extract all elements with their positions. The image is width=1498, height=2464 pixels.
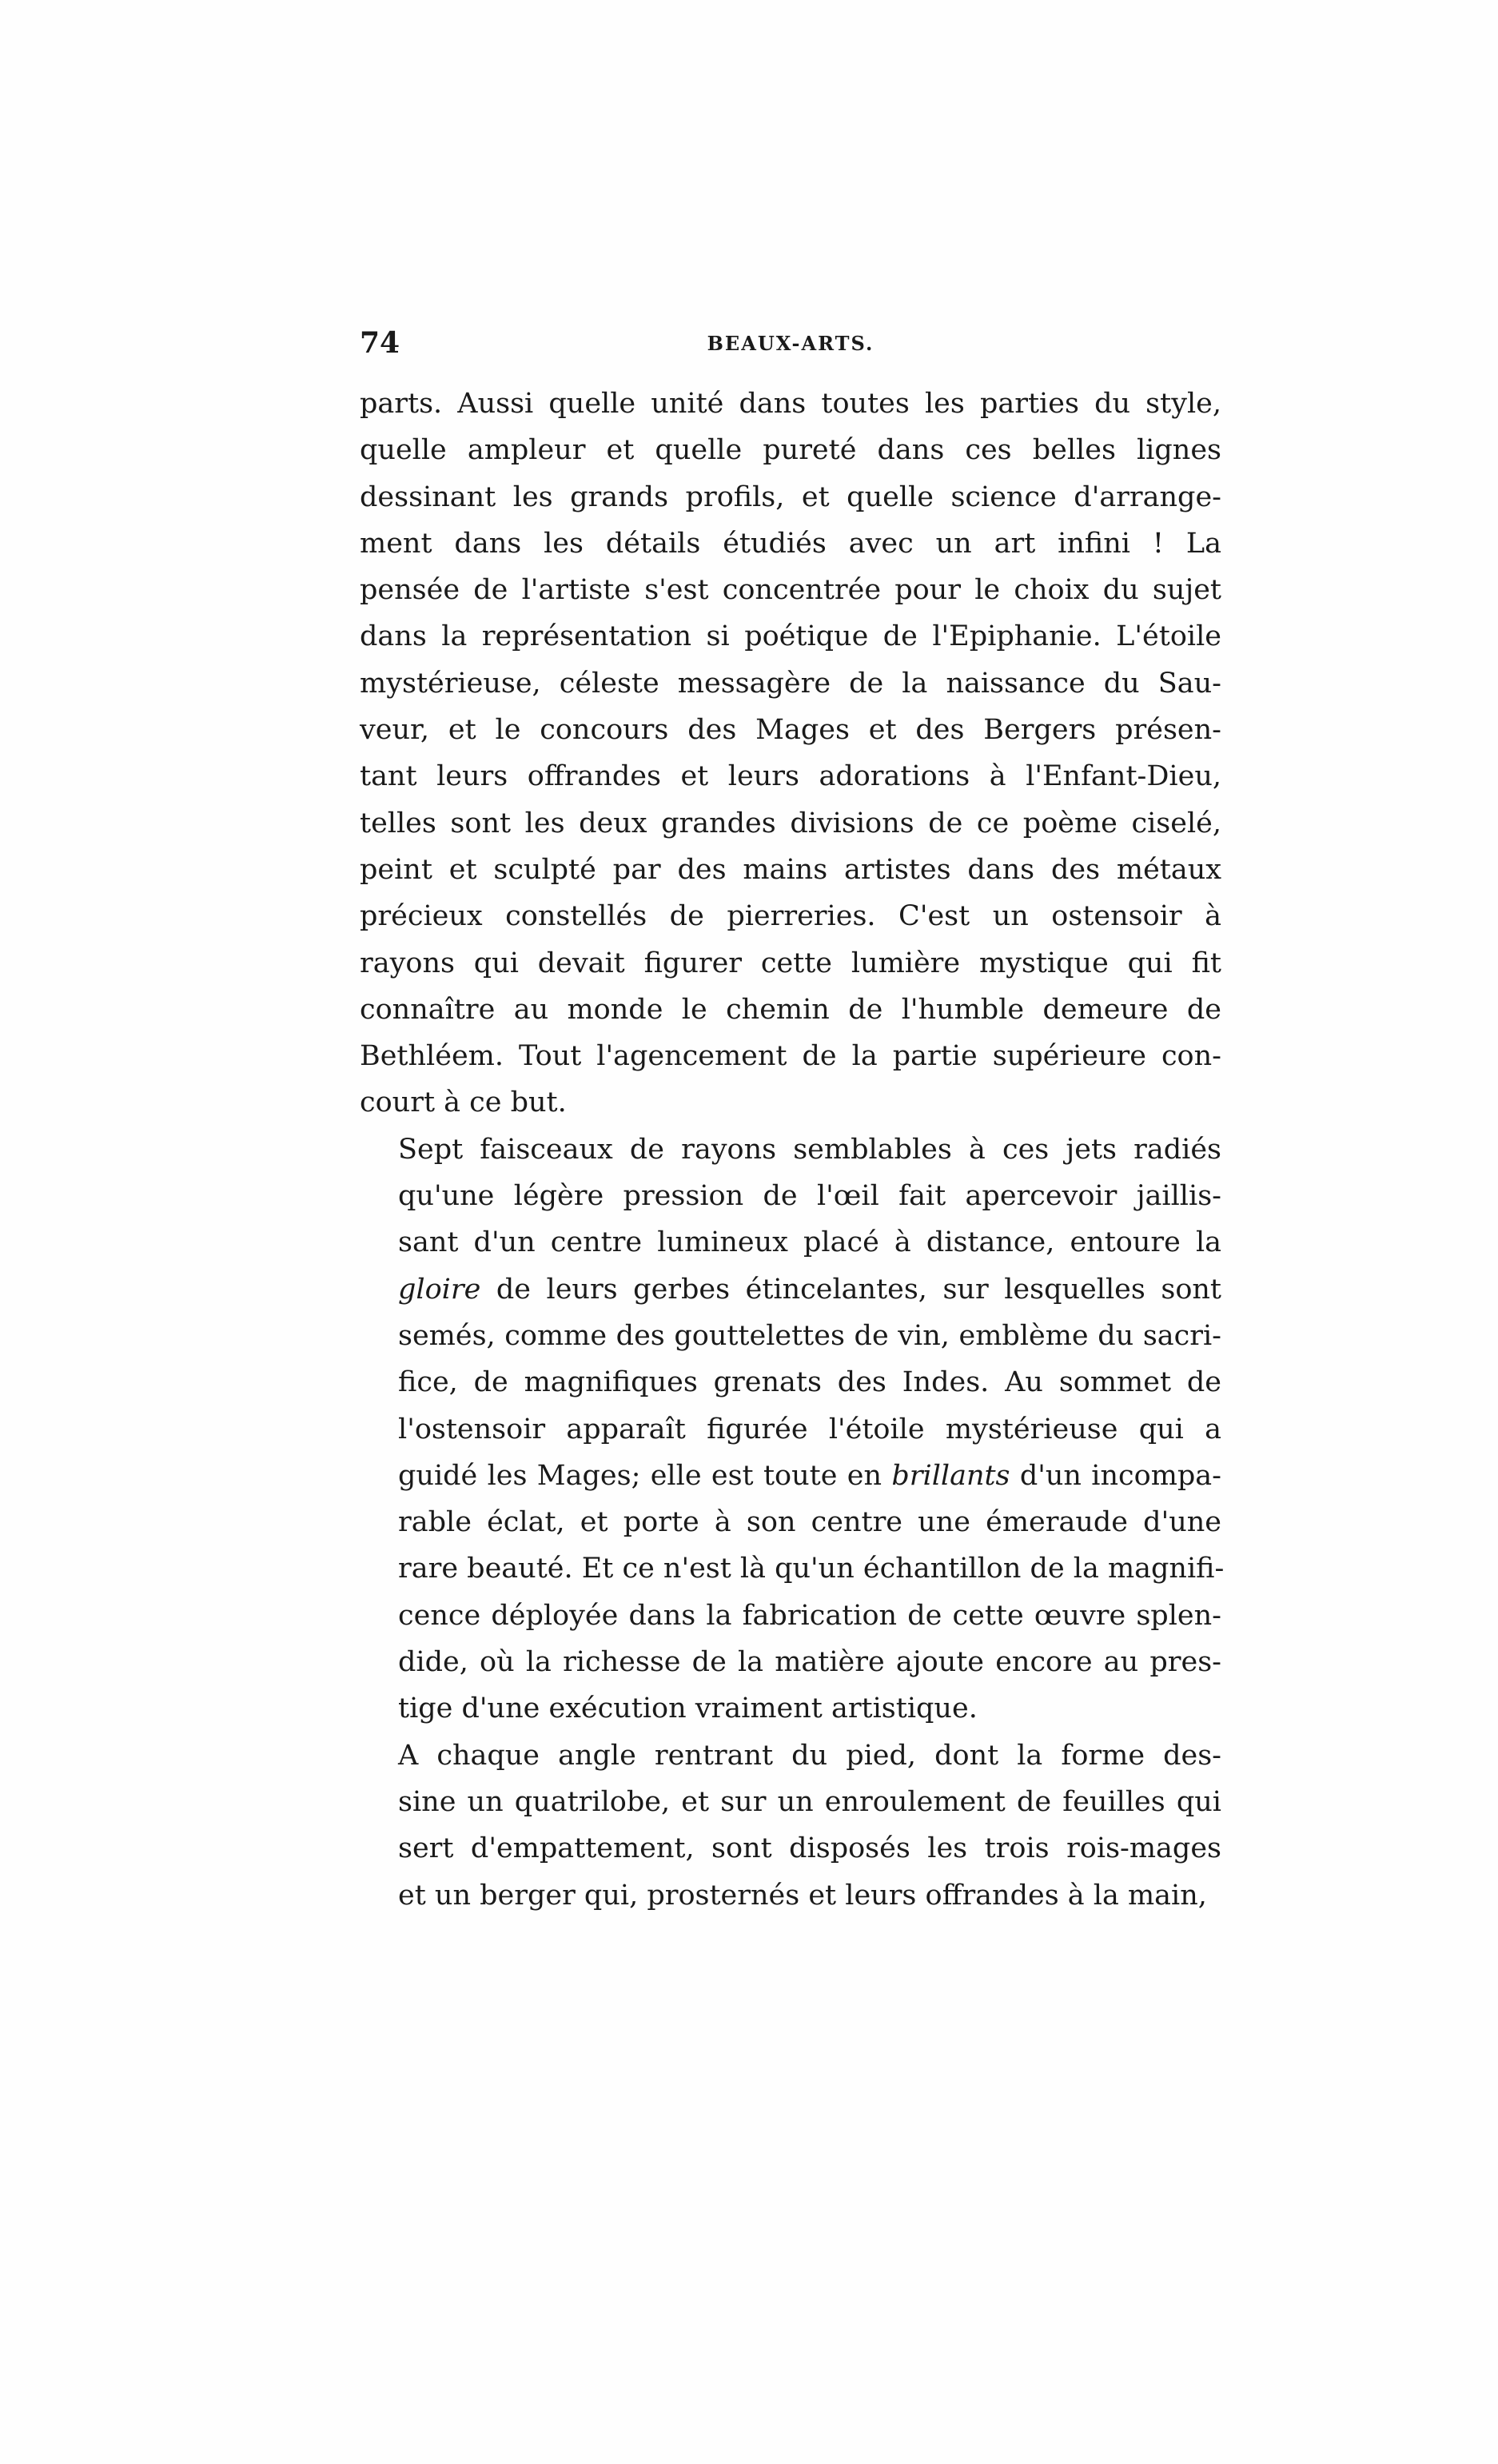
text-run: dans la représentation si poétique de l'Epiphanie. L'étoile xyxy=(360,620,1221,653)
text-run: parts. Aussi quelle unité dans toutes les parties du style, xyxy=(360,388,1221,420)
text-line xyxy=(360,707,1221,753)
text-line xyxy=(360,427,1221,473)
text-run: A chaque angle rentrant du pied, dont la forme des- xyxy=(398,1739,1221,1772)
text-run: d'un incompa- xyxy=(1010,1459,1222,1492)
text-run: sine un quatrilobe, et sur un enroulement de feuilles qui xyxy=(398,1785,1221,1818)
text-run: sert d'empattement, sont disposés les trois rois-mages xyxy=(398,1832,1221,1865)
text-run: précieux constellés de pierreries. C'est un ostensoir à xyxy=(360,900,1221,933)
italic-word: gloire xyxy=(398,1273,481,1306)
text-run: l'ostensoir apparaît figurée l'étoile mystérieuse qui a xyxy=(398,1413,1221,1445)
text-run: rare beauté. Et ce n'est là qu'un échantillon de la magnifi- xyxy=(398,1553,1225,1585)
text-line xyxy=(398,1825,1221,1872)
text-run: semés, comme des gouttelettes de vin, emblème du sacri- xyxy=(398,1319,1221,1352)
text-run: tant leurs offrandes et leurs adorations à l'Enfant-Dieu, xyxy=(360,760,1221,793)
text-line xyxy=(360,381,1221,427)
text-line xyxy=(360,660,1221,707)
text-run: rayons qui devait figurer cette lumière mystique qui fit xyxy=(360,947,1221,979)
text-line xyxy=(398,1779,1221,1825)
text-line xyxy=(398,1173,1221,1219)
text-run: court à ce but. xyxy=(360,1086,567,1119)
text-run: dessinant les grands profils, et quelle science d'arrange- xyxy=(360,480,1221,513)
paragraph-2 xyxy=(360,1126,1225,1732)
text-line xyxy=(398,1313,1221,1359)
running-head xyxy=(360,323,1221,363)
text-run: rable éclat, et porte à son centre une émeraude d'une xyxy=(398,1506,1221,1539)
text-line xyxy=(360,1033,1221,1079)
text-run: guidé les Mages; elle est toute en xyxy=(398,1459,892,1492)
text-line xyxy=(360,940,1221,987)
text-run: pensée de l'artiste s'est concentrée pour le choix du sujet xyxy=(360,574,1221,607)
text-run: connaître au monde le chemin de l'humble demeure de xyxy=(360,993,1221,1026)
text-run: sant d'un centre lumineux placé à distance, entoure la xyxy=(398,1226,1221,1259)
text-line xyxy=(398,1685,1221,1732)
running-title: BEAUX-ARTS. xyxy=(707,332,874,355)
text-line xyxy=(398,1266,1221,1313)
text-run: peint et sculpté par des mains artistes dans des métaux xyxy=(360,853,1221,886)
text-run: dide, où la richesse de la matière ajoute encore au pres- xyxy=(398,1646,1221,1679)
text-line xyxy=(398,1593,1221,1639)
text-run: veur, et le concours des Mages et des Bergers présen- xyxy=(360,714,1221,747)
text-run: Sept faisceaux de rayons semblables à ces jets radiés xyxy=(398,1133,1221,1166)
text-block xyxy=(360,323,1225,1919)
text-line xyxy=(398,1453,1221,1499)
text-line xyxy=(360,613,1221,660)
text-run: Bethléem. Tout l'agencement de la partie supérieure con- xyxy=(360,1040,1221,1073)
text-line xyxy=(398,1219,1221,1266)
text-run: cence déployée dans la fabrication de cette œuvre splen- xyxy=(398,1599,1221,1632)
text-line xyxy=(360,893,1221,939)
text-line xyxy=(398,1732,1221,1779)
text-line xyxy=(360,567,1221,613)
text-line xyxy=(360,520,1221,567)
text-line xyxy=(360,1079,1221,1126)
text-run: de leurs gerbes étincelantes, sur lesquelles sont xyxy=(480,1273,1221,1306)
text-line xyxy=(398,1872,1221,1919)
paragraph-1 xyxy=(360,381,1221,1126)
text-line xyxy=(398,1126,1221,1173)
text-line xyxy=(360,800,1221,847)
text-line xyxy=(398,1406,1221,1453)
text-run: ment dans les détails étudiés avec un art infini ! La xyxy=(360,527,1221,560)
text-run: qu'une légère pression de l'œil fait apercevoir jaillis- xyxy=(398,1180,1221,1213)
text-line xyxy=(360,987,1221,1033)
text-line xyxy=(398,1545,1225,1592)
text-run: tige d'une exécution vraiment artistique. xyxy=(398,1693,978,1725)
text-run: fice, de magnifiques grenats des Indes. Au sommet de xyxy=(398,1366,1221,1399)
page-number: 74 xyxy=(360,326,400,360)
text-line xyxy=(398,1499,1221,1545)
text-line xyxy=(360,474,1221,520)
text-run: mystérieuse, céleste messagère de la naissance du Sau- xyxy=(360,667,1221,700)
text-line xyxy=(360,847,1221,893)
text-line xyxy=(360,753,1221,799)
text-run: telles sont les deux grandes divisions de ce poème ciselé, xyxy=(360,807,1221,839)
text-run: quelle ampleur et quelle pureté dans ces belles lignes xyxy=(360,434,1221,467)
text-run: et un berger qui, prosternés et leurs offrandes à la main, xyxy=(398,1879,1207,1912)
italic-word: brillants xyxy=(891,1459,1010,1492)
text-line xyxy=(398,1359,1221,1405)
text-line xyxy=(398,1639,1221,1685)
paragraph-3 xyxy=(360,1732,1221,1919)
